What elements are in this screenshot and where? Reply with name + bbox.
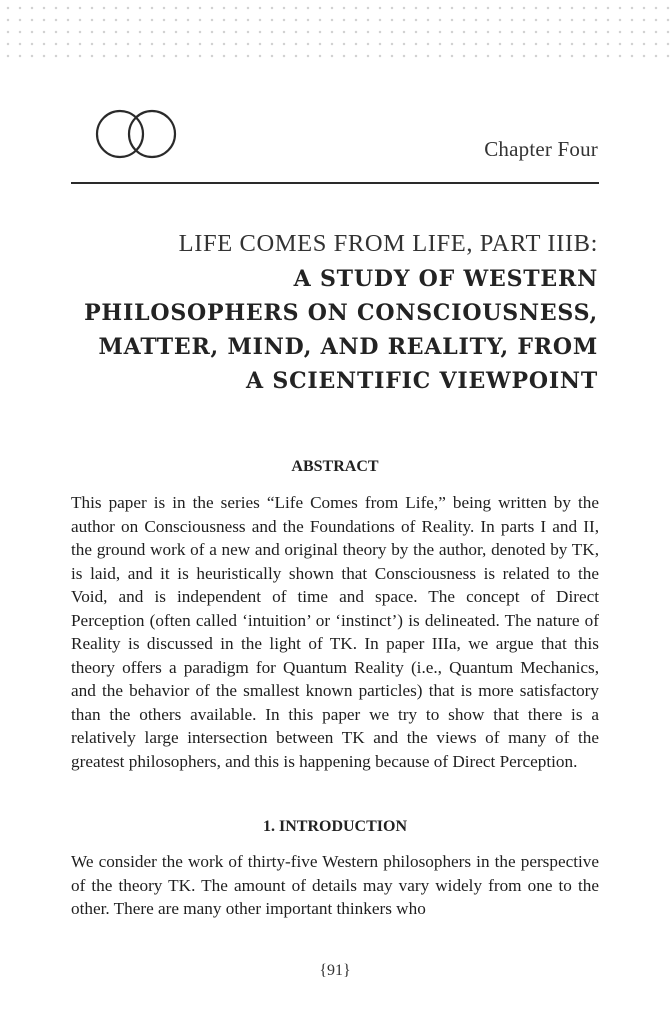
dotted-header-band: [0, 0, 670, 62]
main-title-line: PHILOSOPHERS ON CONSCIOUSNESS,: [84, 300, 598, 326]
header-rule: [71, 182, 599, 184]
main-title: [60, 262, 598, 398]
introduction-heading: 1. INTRODUCTION: [262, 818, 407, 835]
main-title-line: A STUDY OF WESTERN: [293, 266, 598, 292]
chapter-label: Chapter Four: [484, 137, 598, 161]
introduction-text: We consider the work of thirty-five Western philosophers in the perspective of the theory TK. The amount of details may vary widely from one to the other. There are many other important thinkers who: [71, 852, 599, 918]
main-title-line: MATTER, MIND, AND REALITY, FROM: [98, 334, 598, 360]
page-number: {91}: [319, 962, 351, 979]
abstract-heading: ABSTRACT: [291, 458, 379, 475]
chapter-title: [60, 228, 598, 398]
main-title-line: A SCIENTIFIC VIEWPOINT: [246, 368, 598, 394]
abstract-text: This paper is in the series “Life Comes from Life,” being written by the author on Consciousness and the Foundations of Reality. In parts I and II, the ground work of a new and original theory by the author, denoted by TK, is laid, and it is heuristically shown that Consciousness is related to the Void, and is independent of time and space. The concept of Direct Perception (often called ‘intuition’ or ‘instinct’) is delineated. The nature of Reality is discussed in the light of TK. In paper IIIa, we argue that this theory offers a paradigm for Quantum Reality (i.e., Quantum Mechanics, and the behavior of the smallest known particles) that is more satisfactory than the others available. In this paper we try to show that there is a relatively large intersection between TK and the views of many of the greatest philosophers, and this is happening because of Direct Perception.: [71, 493, 599, 771]
interlocking-rings-icon: [94, 108, 180, 160]
pre-title: LIFE COMES FROM LIFE, PART IIIB:: [178, 230, 598, 257]
